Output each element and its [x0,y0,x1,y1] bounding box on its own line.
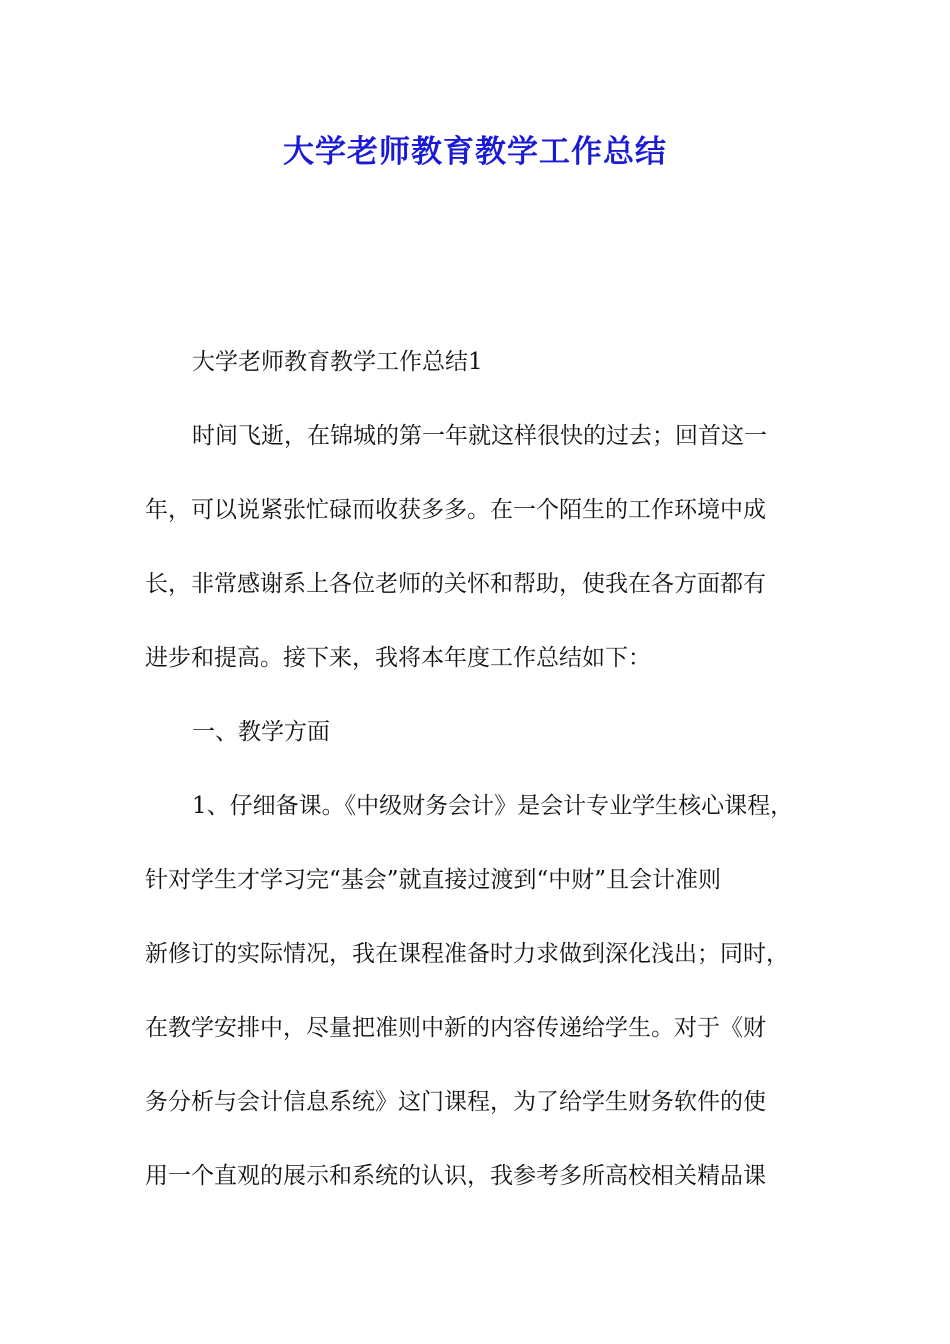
section-heading-teaching: 一、教学方面 [192,719,330,745]
paragraph-1-line-1: 时间飞逝，在锦城的第一年就这样很快的过去；回首这一 [192,423,767,449]
paragraph-2-line-6: 用一个直观的展示和系统的认识，我参考多所高校相关精品课 [145,1163,766,1189]
paragraph-1-line-4: 进步和提高。接下来，我将本年度工作总结如下： [145,645,651,671]
paragraph-2-line-3: 新修订的实际情况，我在课程准备时力求做到深化浅出；同时， [145,941,789,967]
document-body [145,0,815,1344]
paragraph-2-line-5: 务分析与会计信息系统》这门课程，为了给学生财务软件的使 [145,1089,766,1115]
document-title: 大学老师教育教学工作总结 [283,134,667,170]
paragraph-2-line-4: 在教学安排中，尽量把准则中新的内容传递给学生。对于《财 [145,1015,766,1041]
paragraph-1-line-3: 长，非常感谢系上各位老师的关怀和帮助，使我在各方面都有 [145,571,766,597]
paragraph-2-line-1: 1、仔细备课。《中级财务会计》是会计专业学生核心课程， [192,793,794,819]
section-subtitle: 大学老师教育教学工作总结1 [192,349,483,375]
paragraph-2-line-2: 针对学生才学习完“基会”就直接过渡到“中财”且会计准则 [145,867,722,893]
paragraph-1-line-2: 年，可以说紧张忙碌而收获多多。在一个陌生的工作环境中成 [145,497,766,523]
